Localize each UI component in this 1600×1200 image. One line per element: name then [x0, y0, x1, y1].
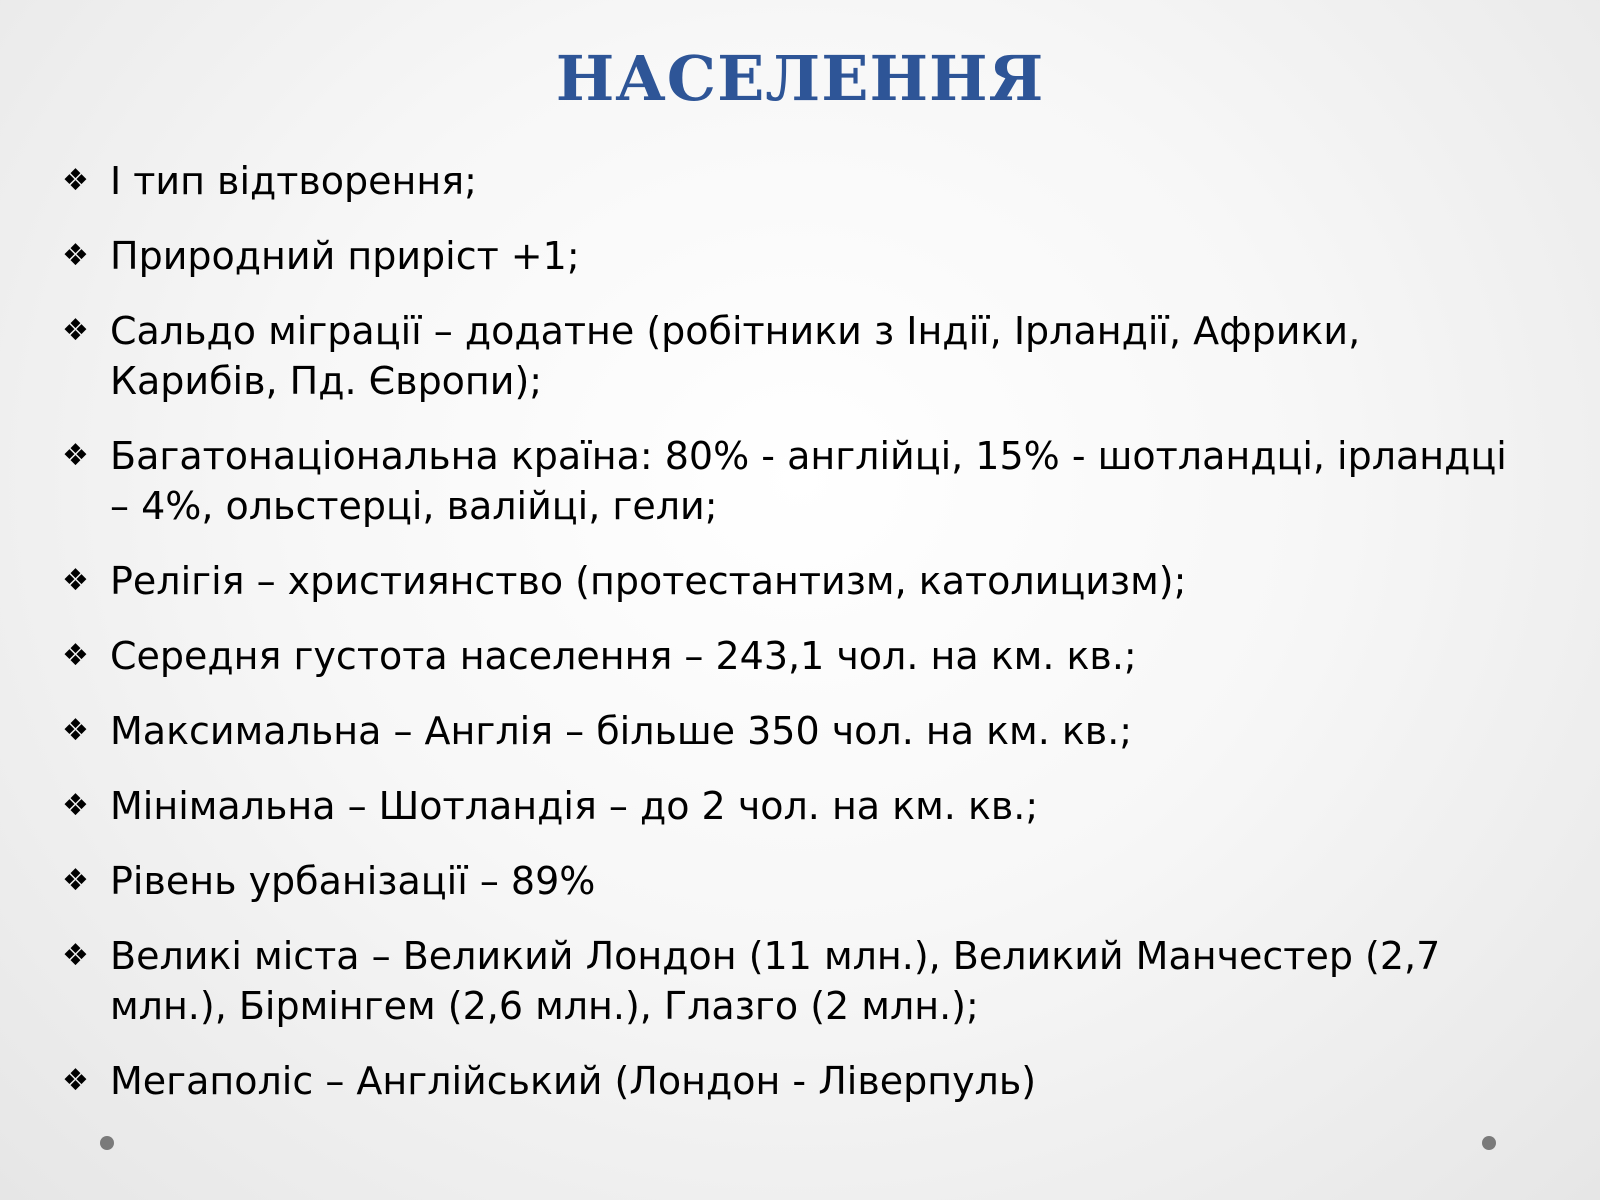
bullet-item — [62, 431, 1532, 531]
bullet-item — [62, 781, 1532, 831]
bullet-item — [62, 156, 1532, 206]
bullet-item — [62, 931, 1532, 1031]
four-diamond-icon: ❖ — [62, 238, 89, 273]
four-diamond-icon: ❖ — [62, 788, 89, 823]
four-diamond-icon: ❖ — [62, 938, 89, 973]
bullet-item — [62, 231, 1532, 281]
four-diamond-icon: ❖ — [62, 863, 89, 898]
four-diamond-icon: ❖ — [62, 563, 89, 598]
bullet-text: Багатонаціональна країна: 80% - англійці, 15% - шотландці, ірландці – 4%, ольстерці, валійці, гели; — [110, 434, 1507, 528]
bullet-text: Сальдо міграції – додатне (робітники з Індії, Ірландії, Африки, Карибів, Пд. Європи); — [110, 309, 1361, 403]
four-diamond-icon: ❖ — [62, 638, 89, 673]
four-diamond-icon: ❖ — [62, 713, 89, 748]
bullet-item — [62, 306, 1532, 406]
slide-title: НАСЕЛЕННЯ — [555, 42, 1045, 115]
four-diamond-icon: ❖ — [62, 313, 89, 348]
decorative-dot-left — [100, 1136, 114, 1150]
bullet-text: Середня густота населення – 243,1 чол. на км. кв.; — [110, 634, 1137, 678]
bullet-item — [62, 856, 1532, 906]
bullet-item — [62, 556, 1532, 606]
bullet-list — [62, 156, 1532, 1131]
bullet-text: І тип відтворення; — [110, 159, 477, 203]
bullet-text: Релігія – християнство (протестантизм, католицизм); — [110, 559, 1187, 603]
bullet-text: Природний приріст +1; — [110, 234, 580, 278]
bullet-text: Мінімальна – Шотландія – до 2 чол. на км. кв.; — [110, 784, 1039, 828]
four-diamond-icon: ❖ — [62, 438, 89, 473]
bullet-item — [62, 631, 1532, 681]
four-diamond-icon: ❖ — [62, 163, 89, 198]
bullet-item — [62, 1056, 1532, 1106]
bullet-text: Максимальна – Англія – більше 350 чол. на км. кв.; — [110, 709, 1133, 753]
bullet-text: Рівень урбанізації – 89% — [110, 859, 596, 903]
four-diamond-icon: ❖ — [62, 1063, 89, 1098]
bullet-item — [62, 706, 1532, 756]
bullet-text: Мегаполіс – Англійський (Лондон - Ліверпуль) — [110, 1059, 1037, 1103]
bullet-text: Великі міста – Великий Лондон (11 млн.), Великий Манчестер (2,7 млн.), Бірмінгем (2,6 млн.), Глазго (2 млн.); — [110, 934, 1441, 1028]
decorative-dot-right — [1482, 1136, 1496, 1150]
